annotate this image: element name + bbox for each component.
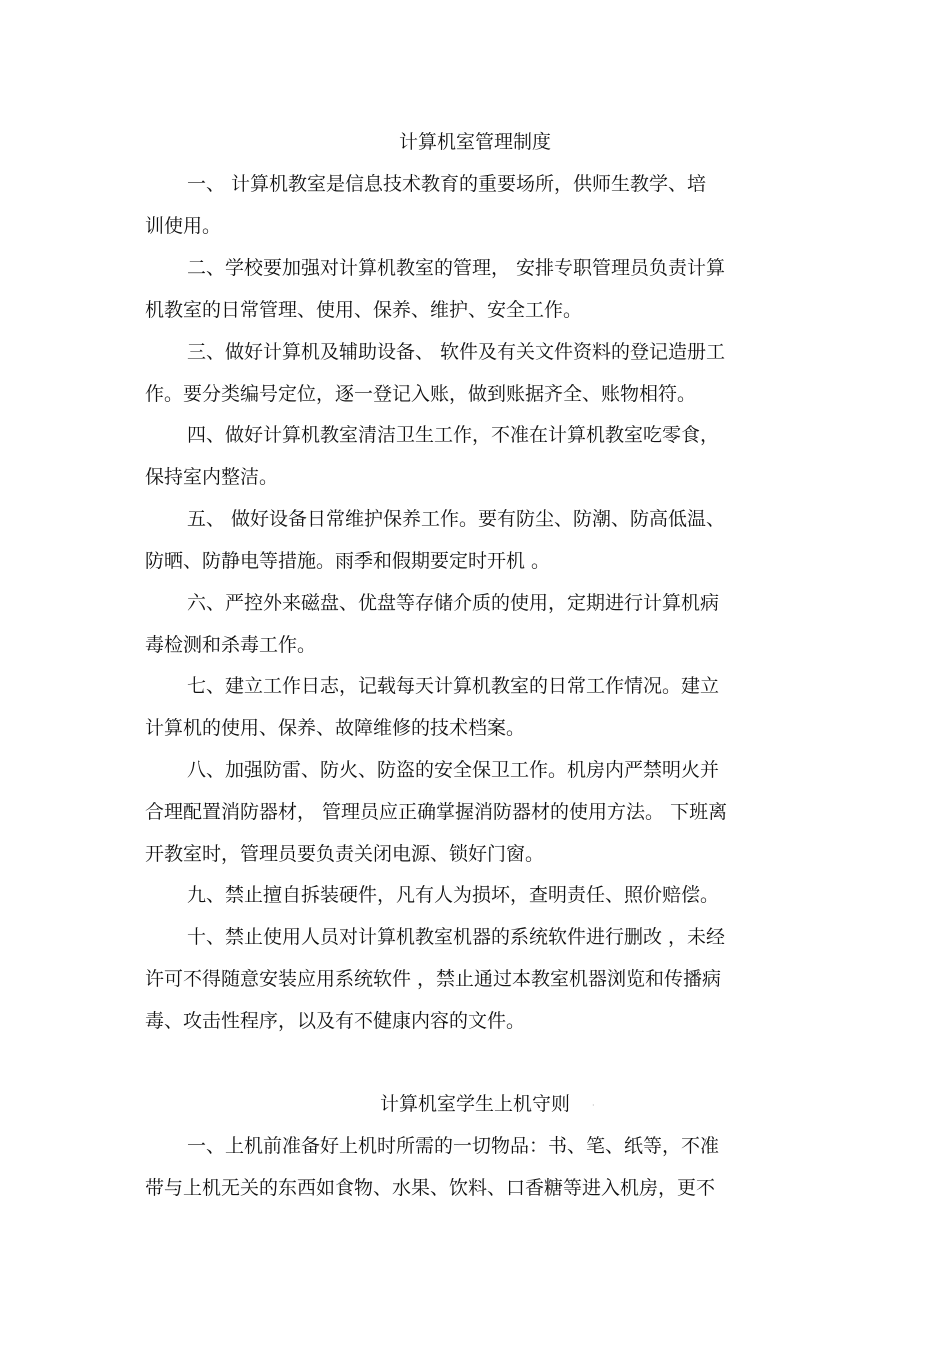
paragraph-line: 作。要分类编号定位，逐一登记入账，做到账据齐全、账物相符。 xyxy=(145,383,697,405)
paragraph-line: 三、做好计算机及辅助设备、 软件及有关文件资料的登记造册工 xyxy=(187,341,726,363)
paragraph-line: 七、建立工作日志，记载每天计算机教室的日常工作情况。建立 xyxy=(187,675,720,697)
paragraph-line: 机教室的日常管理、使用、保养、维护、安全工作。 xyxy=(145,299,583,321)
paragraph-line: 一、 计算机教室是信息技术教育的重要场所，供师生教学、培 xyxy=(187,173,707,195)
paragraph-line: 八、加强防雷、防火、防盗的安全保卫工作。机房内严禁明火并 xyxy=(187,759,720,781)
paragraph-line: 合理配置消防器材， 管理员应正确掌握消防器材的使用方法。 下班离 xyxy=(145,801,728,823)
stray-dot-mark: · xyxy=(592,1101,595,1110)
paragraph-line: 训使用。 xyxy=(145,215,222,237)
section-title-student-rules: 计算机室学生上机守则 xyxy=(379,1093,570,1115)
paragraph-line: 六、严控外来磁盘、优盘等存储介质的使用，定期进行计算机病 xyxy=(187,592,720,614)
paragraph-line: 五、 做好设备日常维护保养工作。要有防尘、防潮、防高低温、 xyxy=(187,508,726,530)
paragraph-line: 二、学校要加强对计算机教室的管理， 安排专职管理员负责计算 xyxy=(187,257,726,279)
paragraph-line: 毒检测和杀毒工作。 xyxy=(145,634,317,656)
paragraph-line: 计算机的使用、保养、故障维修的技术档案。 xyxy=(145,717,526,739)
paragraph-line: 开教室时，管理员要负责关闭电源、锁好门窗。 xyxy=(145,843,545,865)
paragraph-line: 一、上机前准备好上机时所需的一切物品：书、笔、纸等，不准 xyxy=(187,1135,720,1157)
paragraph-line: 许可不得随意安装应用系统软件 ，禁止通过本教室机器浏览和传播病 xyxy=(145,968,722,990)
paragraph-line: 防晒、防静电等措施。雨季和假期要定时开机 。 xyxy=(145,550,551,572)
paragraph-line: 十、禁止使用人员对计算机教室机器的系统软件进行删改 ，未经 xyxy=(187,926,726,948)
paragraph-line: 四、做好计算机教室清洁卫生工作，不准在计算机教室吃零食， xyxy=(187,424,720,446)
paragraph-line: 带与上机无关的东西如食物、水果、饮料、口香糖等进入机房，更不 xyxy=(145,1177,716,1199)
paragraph-line: 保持室内整洁。 xyxy=(145,466,279,488)
paragraph-line: 九、禁止擅自拆装硬件，凡有人为损坏，查明责任、照价赔偿。 xyxy=(187,884,720,906)
paragraph-line: 毒、攻击性程序，以及有不健康内容的文件。 xyxy=(145,1010,526,1032)
section-title-management: 计算机室管理制度 xyxy=(398,131,551,153)
